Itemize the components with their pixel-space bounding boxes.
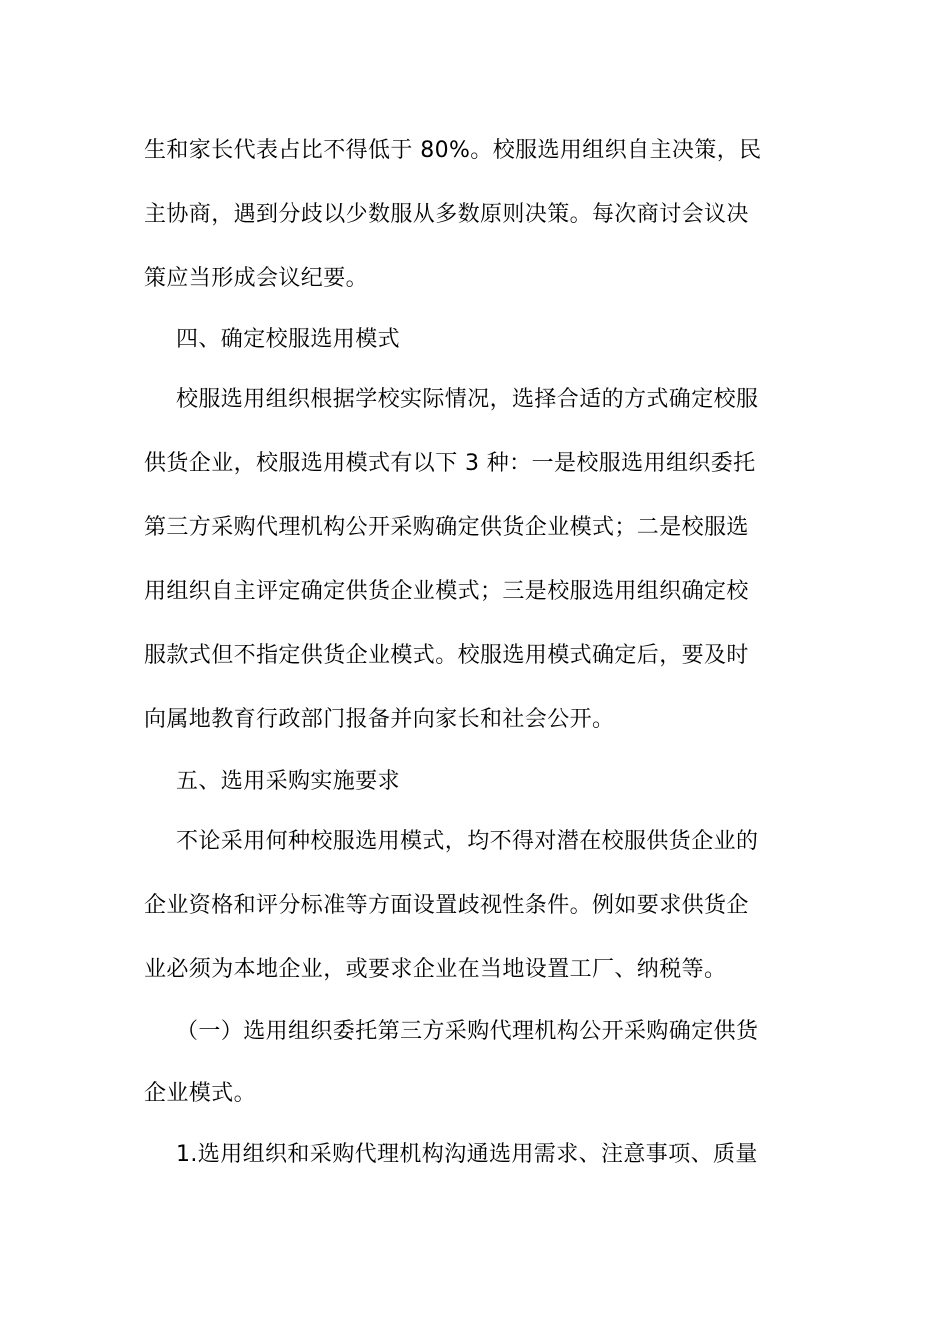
section-heading: 四、确定校服选用模式 [176,327,401,352]
paragraph-line: 供货企业，校服选用模式有以下 3 种：一是校服选用组织委托 [144,451,756,476]
list-item-line: 1.选用组织和采购代理机构沟通选用需求、注意事项、质量 [176,1142,758,1167]
paragraph-line: 企业模式。 [144,1081,257,1106]
paragraph-line: 生和家长代表占比不得低于 80%。校服选用组织自主决策，民 [144,138,762,163]
paragraph-line: 第三方采购代理机构公开采购确定供货企业模式；二是校服选 [144,515,749,540]
paragraph-line: 企业资格和评分标准等方面设置歧视性条件。例如要求供货企 [144,893,749,918]
paragraph-line: 主协商，遇到分歧以少数服从多数原则决策。每次商讨会议决 [144,202,749,227]
paragraph-line: 服款式但不指定供货企业模式。校服选用模式确定后，要及时 [144,643,749,668]
subsection-heading: （一）选用组织委托第三方采购代理机构公开采购确定供货 [176,1019,759,1044]
section-heading: 五、选用采购实施要求 [176,769,401,794]
paragraph-line: 校服选用组织根据学校实际情况，选择合适的方式确定校服 [176,387,759,412]
paragraph-line: 向属地教育行政部门报备并向家长和社会公开。 [144,707,615,732]
paragraph-line: 用组织自主评定确定供货企业模式；三是校服选用组织确定校 [144,579,749,604]
paragraph-line: 业必须为本地企业，或要求企业在当地设置工厂、纳税等。 [144,957,727,982]
paragraph-line: 不论采用何种校服选用模式，均不得对潜在校服供货企业的 [176,829,759,854]
paragraph-line: 策应当形成会议纪要。 [144,266,369,291]
